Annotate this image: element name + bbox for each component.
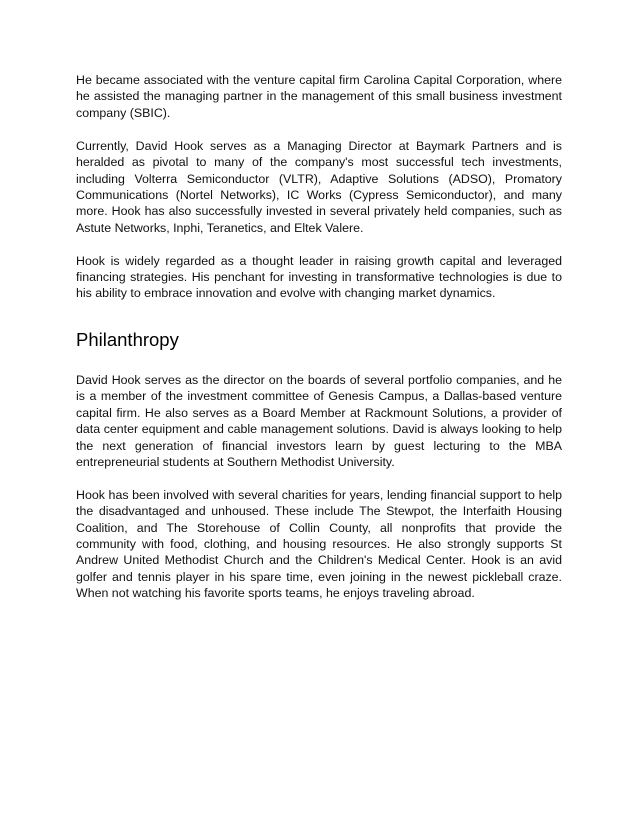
- paragraph-boards: David Hook serves as the director on the boards of several portfolio companies, and he is a member of the investment committee of Genesis Campus, a Dallas-based venture capital firm. He also serves as a Board Member at Rackmount Solutions, a provider of data center equipment and cable management solutions. David is always looking to help the next generation of financial investors learn by guest lecturing to the MBA entrepreneurial students at Southern Methodist University.: [76, 372, 562, 469]
- paragraph-thought-leader: Hook is widely regarded as a thought leader in raising growth capital and leveraged financing strategies. His penchant for investing in transformative technologies is due to his ability to embrace innovation and evolve with changing market dynamics.: [76, 253, 562, 301]
- section-heading-philanthropy: Philanthropy: [76, 328, 179, 350]
- paragraph-carolina-capital: He became associated with the venture capital firm Carolina Capital Corporation, where he assisted the managing partner in the management of this small business investment company (SBIC).: [76, 73, 562, 120]
- paragraph-charities: Hook has been involved with several charities for years, lending financial support to help the disadvantaged and unhoused. These include The Stewpot, the Interfaith Housing Coalition, and The Storehouse of Collin County, all nonprofits that provide the community with food, clothing, and housing resources. He also strongly supports St Andrew United Methodist Church and the Children's Medical Center. Hook is an avid golfer and tennis player in his spare time, even joining in the newest pickleball craze. When not watching his favorite sports teams, he enjoys traveling abroad.: [76, 487, 562, 601]
- paragraph-baymark-partners: Currently, David Hook serves as a Managing Director at Baymark Partners and is heralded as pivotal to many of the company's most successful tech investments, including Volterra Semiconductor (VLTR), Adaptive Solutions (ADSO), Promatory Communications (Nortel Networks), IC Works (Cypress Semiconductor), and many more. Hook has also successfully invested in several privately held companies, such as Astute Networks, Inphi, Teranetics, and Eltek Valere.: [76, 138, 562, 235]
